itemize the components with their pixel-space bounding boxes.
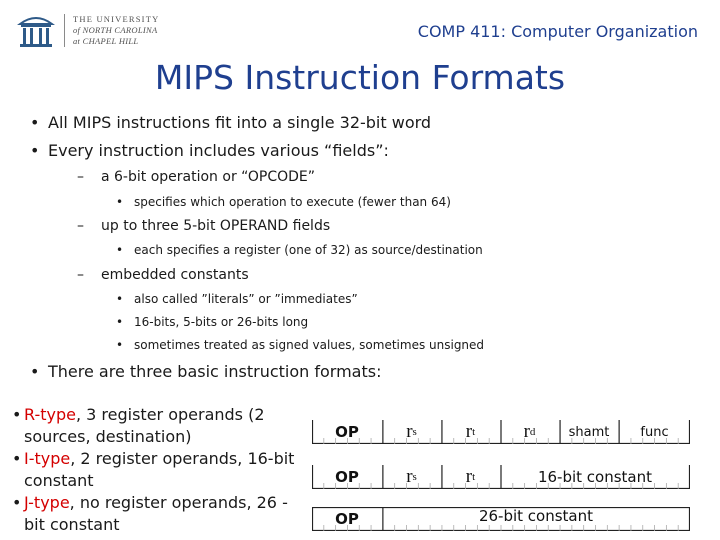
bullet-marker: • (116, 195, 124, 209)
format-type-desc: , no register operands, 26 -bit constant (24, 493, 288, 534)
bullet-marker: • (12, 405, 22, 424)
rd-letter: r (523, 421, 530, 442)
bullet-marker: • (30, 113, 40, 132)
format-type-item (12, 492, 302, 536)
bullet-marker: • (12, 449, 22, 468)
sub-bullet-3-text: embedded constants (101, 267, 249, 283)
university-name (64, 14, 159, 47)
dash-marker: – (77, 267, 84, 283)
bullet-2-text: Every instruction includes various “fields”: (48, 141, 389, 160)
rt-letter: r (465, 421, 473, 442)
sub-sub-bullet-1a (116, 195, 451, 209)
rs-letter: r (406, 466, 413, 487)
rs-field (382, 465, 441, 489)
sub-sub-bullet-3c-text: sometimes treated as signed values, sometimes unsigned (134, 338, 485, 352)
format-type-item (12, 404, 302, 448)
format-type-desc: , 3 register operands (2 sources, destination) (24, 405, 265, 446)
bullet-3-text: There are three basic instruction formats: (48, 362, 382, 381)
university-line-1: THE UNIVERSITY (73, 13, 160, 24)
bullet-marker: • (116, 292, 124, 306)
bullet-1 (30, 113, 431, 132)
dash-marker: – (77, 218, 84, 234)
rd-field (500, 420, 559, 444)
rd-subscript: d (529, 426, 536, 438)
sub-sub-bullet-1a-text: specifies which operation to execute (fewer than 64) (134, 195, 451, 209)
university-logo (16, 10, 159, 50)
rs-letter: r (406, 421, 413, 442)
immediate-field: 16-bit constant (537, 468, 653, 486)
i-type-format (312, 465, 690, 489)
format-type-item (12, 448, 302, 492)
bullet-marker: • (30, 362, 40, 381)
shamt-field: shamt (568, 424, 610, 440)
bullet-2 (30, 141, 389, 160)
sub-bullet-1 (77, 169, 315, 185)
sub-sub-bullet-3b (116, 315, 308, 329)
format-type-desc: , 2 register operands, 16-bit constant (24, 449, 295, 490)
r-type-format (312, 420, 690, 444)
opcode-field: OP (335, 510, 359, 528)
j-type-format (312, 507, 690, 531)
opcode-field: OP (335, 423, 359, 441)
format-type-name: R-type (24, 405, 76, 424)
rt-subscript: t (472, 426, 476, 438)
course-title: COMP 411: Computer Organization (417, 22, 698, 41)
rs-subscript: s (412, 471, 417, 483)
sub-sub-bullet-2a-text: each specifies a register (one of 32) as source/destination (134, 243, 483, 257)
university-line-3: at CHAPEL HILL (73, 35, 139, 46)
format-type-name: J-type (24, 493, 70, 512)
rs-subscript: s (412, 426, 417, 438)
rt-field (441, 420, 500, 444)
format-type-name: I-type (24, 449, 71, 468)
sub-sub-bullet-3a-text: also called ”literals” or ”immediates” (134, 292, 358, 306)
sub-sub-bullet-3c (116, 338, 484, 352)
rt-field (441, 465, 500, 489)
bullet-marker: • (116, 315, 124, 329)
bullet-marker: • (30, 141, 40, 160)
slide-title: MIPS Instruction Formats (154, 58, 566, 97)
sub-bullet-1-text: a 6-bit operation or “OPCODE” (101, 169, 316, 185)
sub-sub-bullet-3b-text: 16-bits, 5-bits or 26-bits long (134, 315, 309, 329)
sub-bullet-2-text: up to three 5-bit OPERAND fields (101, 218, 331, 234)
bullet-marker: • (12, 493, 22, 512)
func-field: func (640, 424, 669, 440)
sub-sub-bullet-2a (116, 243, 483, 257)
sub-bullet-2 (77, 218, 330, 234)
opcode-field: OP (335, 468, 359, 486)
bullet-1-text: All MIPS instructions fit into a single 32-bit word (48, 113, 432, 132)
rt-subscript: t (472, 471, 476, 483)
sub-bullet-3 (77, 267, 249, 283)
bullet-3 (30, 362, 381, 381)
format-type-list (12, 404, 302, 536)
bullet-marker: • (116, 243, 124, 257)
dash-marker: – (77, 169, 84, 185)
university-line-2: of NORTH CAROLINA (73, 24, 158, 35)
sub-sub-bullet-3a (116, 292, 358, 306)
rs-field (382, 420, 441, 444)
old-well-icon (16, 10, 56, 50)
bullet-marker: • (116, 338, 124, 352)
target-field: 26-bit constant (478, 507, 594, 525)
rt-letter: r (465, 466, 473, 487)
